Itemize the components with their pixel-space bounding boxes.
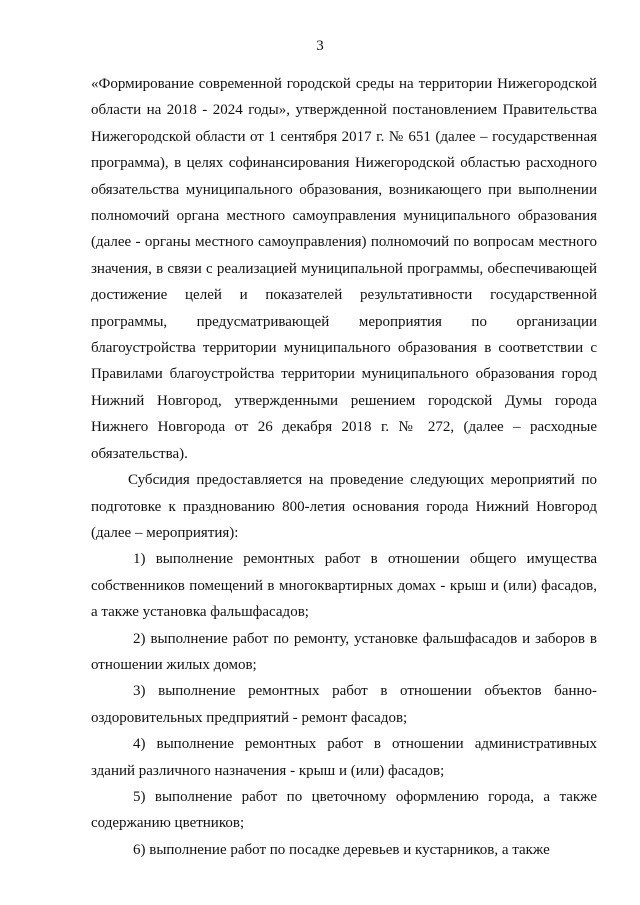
list-item-3-bath-facilities: 3) выполнение ремонтных работ в отношении объектов банно-оздоровительных предприятий - ремонт фасадов;: [91, 683, 597, 726]
list-item-6-tree-planting: 6) выполнение работ по посадке деревьев и кустарников, а также: [133, 841, 550, 858]
paragraph-program-continuation: «Формирование современной городской среды на территории Нижегородской области на 2018 - 2024 годы», утвержденной постановлением Правительства Нижегородской области от 1 сентября 2017 г. № 651 (далее – государственная программа), в целях софинансирования Нижегородской областью расходного обязательства муниципального образования, возникающего при выполнении полномочий органа местного самоуправления муниципального образования (далее - органы местного самоуправления) полномочий по вопросам местного значения, в связи с реализацией муниципальной программы, обеспечивающей достижение целей и показателей результативности государственной программы, предусматривающей мероприятия по организации благоустройства территории муниципального образования в соответствии с Правилами благоустройства территории муниципального образования город Нижний Новгород, утвержденными решением городской Думы города Нижнего Новгорода от 26 декабря 2018 г. № 272, (далее – расходные обязательства).: [91, 76, 597, 462]
list-item-1-roofs-facades: 1) выполнение ремонтных работ в отношении общего имущества собственников помещений в многоквартирных домах - крыш и (или) фасадов, а также установка фальшфасадов;: [91, 551, 597, 621]
document-body: [91, 71, 597, 863]
list-item-4-administrative-buildings: 4) выполнение ремонтных работ в отношении административных зданий различного назначения - крыш и (или) фасадов;: [91, 736, 597, 779]
paragraph-subsidy-purpose: Субсидия предоставляется на проведение следующих мероприятий по подготовке к празднованию 800-летия основания города Нижний Новгород (далее – мероприятия):: [91, 472, 597, 541]
list-item-5-flower-decoration: 5) выполнение работ по цветочному оформлению города, а также содержанию цветников;: [91, 788, 597, 832]
page-number: 3: [316, 38, 324, 54]
list-item-2-residential-houses: 2) выполнение работ по ремонту, установке фальшфасадов и заборов в отношении жилых домов;: [91, 630, 597, 673]
